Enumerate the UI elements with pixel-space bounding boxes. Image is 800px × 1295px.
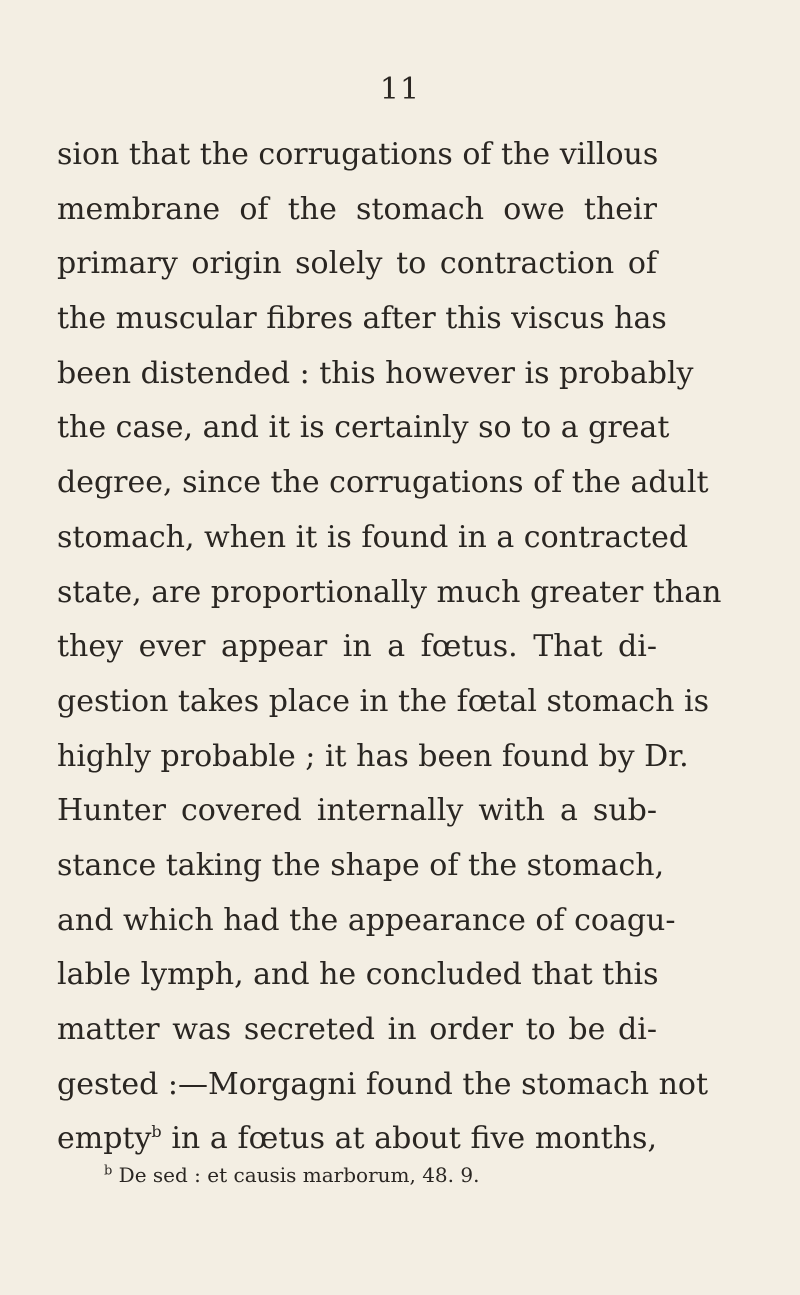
text-line: stance taking the shape of the stomach, — [57, 847, 665, 883]
text-line: gested :—Morgagni found the stomach not — [57, 1066, 709, 1102]
text-line: highly probable ; it has been found by Dr. — [57, 738, 689, 774]
text-line: stomach, when it is found in a contracted — [57, 519, 689, 555]
text-line: matter was secreted in order to be di- — [57, 1012, 657, 1047]
last-line-end: in a fœtus at about five months, — [161, 1121, 657, 1157]
text-line: the muscular fibres after this viscus has — [57, 301, 667, 337]
text-line: lable lymph, and he concluded that this — [57, 957, 659, 993]
body-text — [57, 128, 722, 1167]
text-line-last — [57, 1112, 657, 1167]
footnote — [104, 1163, 479, 1187]
text-line: state, are proportionally much greater than — [57, 574, 722, 610]
last-line-start: empty — [57, 1121, 152, 1157]
text-line: Hunter covered internally with a sub- — [57, 793, 657, 829]
footnote-ref-marker[interactable]: b — [151, 1122, 162, 1142]
footnote-text: De sed : et causis marborum, 48. 9. — [112, 1163, 480, 1187]
text-line: and which had the appearance of coagu- — [57, 902, 676, 938]
text-line: membrane of the stomach owe their — [57, 191, 657, 227]
text-line: gestion takes place in the fœtal stomach is — [57, 683, 709, 719]
text-line: been distended : this however is probably — [57, 355, 694, 391]
text-line: primary origin solely to contraction of — [57, 246, 657, 282]
footnote-marker: b — [104, 1163, 113, 1179]
text-line: degree, since the corrugations of the adult — [57, 465, 709, 501]
text-line: sion that the corrugations of the villous — [57, 137, 659, 172]
text-line: they ever appear in a fœtus. That di- — [57, 629, 657, 665]
page-number: 11 — [379, 72, 421, 107]
text-line: the case, and it is certainly so to a great — [57, 410, 670, 446]
